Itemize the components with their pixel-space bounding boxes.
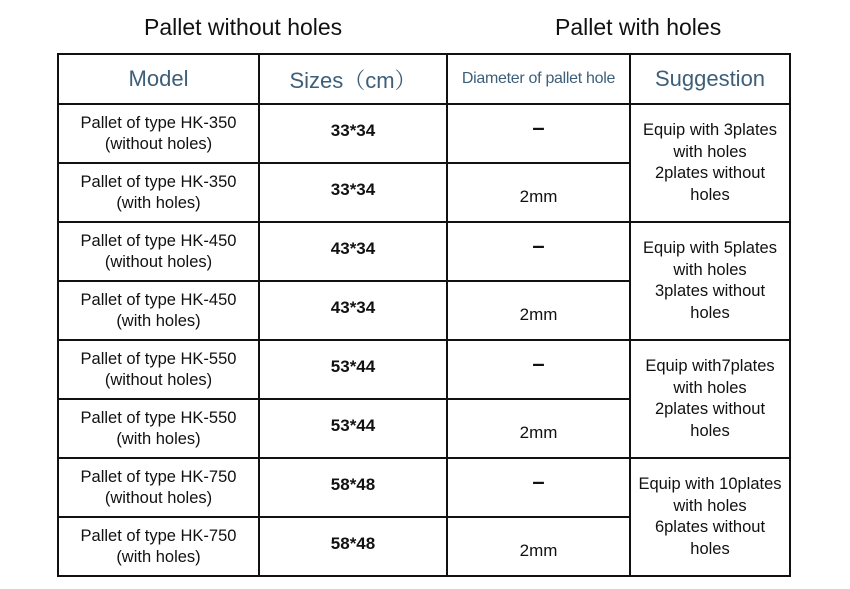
suggestion-line: with holes: [673, 496, 747, 515]
hole-cell: [447, 163, 630, 222]
hole-value: –: [532, 468, 545, 494]
model-name: Pallet of type HK-350: [80, 172, 237, 191]
size-cell: [259, 104, 447, 163]
suggestion-line: Equip with 3plates: [643, 121, 777, 139]
suggestion-line: Equip with7plates: [645, 357, 775, 375]
hole-cell: [447, 222, 630, 281]
hole-cell: [447, 281, 630, 340]
suggestion-line: holes: [690, 539, 730, 558]
hole-cell: [447, 104, 630, 163]
model-name: Pallet of type HK-450: [80, 231, 237, 250]
hole-cell: [447, 340, 630, 399]
model-cell: [58, 458, 259, 517]
model-name: Pallet of type HK-450: [80, 290, 237, 309]
model-name: Pallet of type HK-550: [80, 408, 237, 427]
model-cell: [58, 163, 259, 222]
hole-value: 2mm: [519, 540, 558, 560]
size-value: 58*48: [330, 533, 376, 553]
size-value: 58*48: [330, 474, 376, 494]
suggestion-cell: [630, 340, 790, 458]
hole-value: 2mm: [519, 186, 558, 206]
model-name: Pallet of type HK-550: [80, 349, 237, 368]
suggestion-line: 3plates without: [654, 282, 766, 300]
model-cell: [58, 222, 259, 281]
model-cell: [58, 340, 259, 399]
suggestion-line: Equip with 5plates: [643, 239, 777, 257]
hole-value: –: [532, 350, 545, 376]
hole-value: 2mm: [519, 422, 558, 442]
table-row: [58, 222, 790, 281]
suggestion-line: holes: [690, 421, 730, 440]
model-cell: [58, 399, 259, 458]
model-name: Pallet of type HK-350: [80, 113, 237, 132]
suggestion-cell: [630, 104, 790, 222]
hole-cell: [447, 399, 630, 458]
model-variant: (with holes): [116, 547, 201, 566]
hole-value: –: [532, 232, 545, 258]
model-cell: [58, 104, 259, 163]
model-cell: [58, 281, 259, 340]
model-variant: (with holes): [116, 193, 201, 212]
size-value: 33*34: [330, 120, 376, 140]
table-header-row: [58, 54, 790, 104]
suggestion-line: with holes: [673, 378, 747, 397]
size-cell: [259, 399, 447, 458]
size-value: 43*34: [330, 238, 376, 258]
size-value: 43*34: [330, 297, 376, 317]
header-sizes: Sizes（cm）: [259, 54, 447, 104]
model-variant: (without holes): [104, 134, 213, 153]
header-suggestion: Suggestion: [630, 54, 790, 104]
suggestion-line: 2plates without: [654, 400, 766, 418]
model-variant: (with holes): [116, 429, 201, 448]
size-cell: [259, 340, 447, 399]
suggestion-line: with holes: [673, 142, 747, 161]
suggestion-line: 2plates without: [654, 164, 766, 182]
size-value: 33*34: [330, 179, 376, 199]
model-name: Pallet of type HK-750: [80, 467, 237, 486]
size-cell: [259, 222, 447, 281]
hole-cell: [447, 458, 630, 517]
model-cell: [58, 517, 259, 576]
hole-value: –: [532, 114, 545, 140]
suggestion-line: 6plates without: [654, 518, 766, 536]
size-value: 53*44: [330, 356, 376, 376]
suggestion-line: holes: [690, 303, 730, 322]
title-pallet-without-holes: Pallet without holes: [144, 14, 343, 40]
model-variant: (without holes): [104, 370, 213, 389]
suggestion-line: holes: [690, 185, 730, 204]
pallet-spec-table: [57, 53, 791, 577]
header-model: Model: [58, 54, 259, 104]
suggestion-line: Equip with 10plates: [638, 475, 782, 493]
suggestion-cell: [630, 458, 790, 576]
size-cell: [259, 458, 447, 517]
suggestion-cell: [630, 222, 790, 340]
size-cell: [259, 517, 447, 576]
table-row: [58, 458, 790, 517]
table-row: [58, 340, 790, 399]
table-row: [58, 104, 790, 163]
title-pallet-with-holes: Pallet with holes: [555, 14, 722, 40]
model-variant: (without holes): [104, 252, 213, 271]
hole-value: 2mm: [519, 304, 558, 324]
hole-cell: [447, 517, 630, 576]
size-value: 53*44: [330, 415, 376, 435]
suggestion-line: with holes: [673, 260, 747, 279]
model-variant: (with holes): [116, 311, 201, 330]
header-diameter: Diameter of pallet hole: [447, 54, 630, 104]
size-cell: [259, 163, 447, 222]
model-name: Pallet of type HK-750: [80, 526, 237, 545]
model-variant: (without holes): [104, 488, 213, 507]
size-cell: [259, 281, 447, 340]
